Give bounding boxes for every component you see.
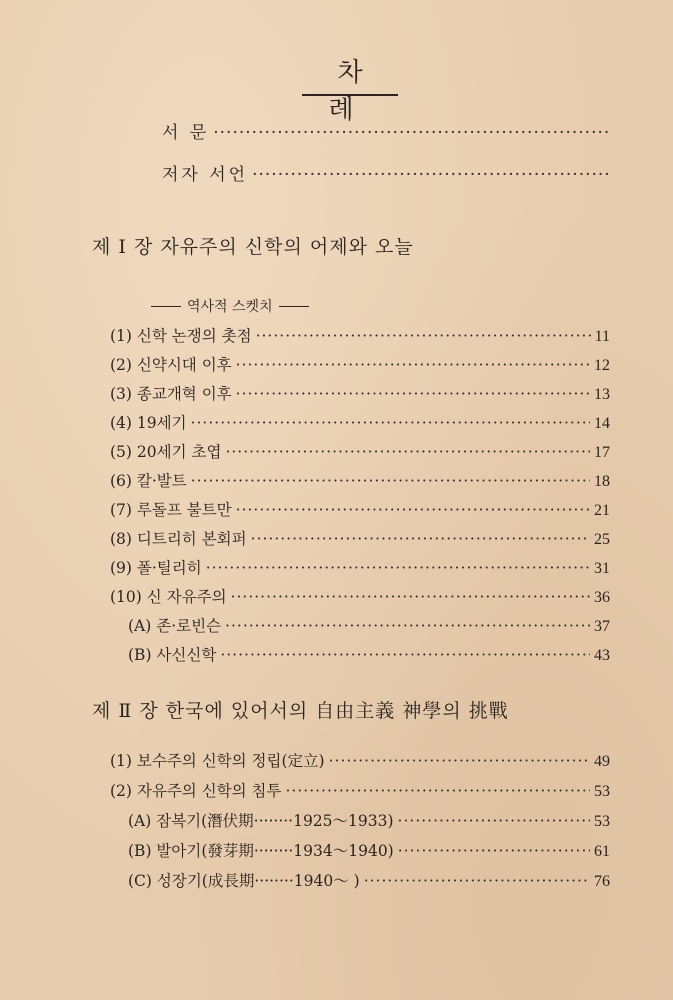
- toc-entry[interactable]: [110, 585, 610, 607]
- leader-dots: [398, 842, 590, 860]
- toc-entry-label: (4) 19세기: [110, 414, 187, 432]
- toc-page-number: 61: [594, 843, 610, 860]
- leader-dots: [191, 414, 590, 432]
- toc-page-number: 31: [594, 560, 610, 577]
- toc-entry[interactable]: [128, 839, 610, 861]
- leader-dots: [213, 123, 608, 143]
- toc-page-number: 11: [594, 328, 610, 345]
- leader-dots: [329, 752, 590, 770]
- toc-entry-label: (1) 신학 논쟁의 촛점: [110, 327, 252, 345]
- toc-entry-label: (6) 칼·발트: [110, 472, 187, 490]
- toc-entry[interactable]: [128, 614, 610, 636]
- toc-entry[interactable]: [110, 440, 610, 462]
- toc-entry[interactable]: [128, 643, 610, 665]
- toc-entry-label: (1) 보수주의 신학의 정립(定立): [110, 752, 325, 770]
- toc-page-number: 21: [594, 502, 610, 519]
- toc-entry-label: 저자 서언: [162, 165, 249, 185]
- toc-entry[interactable]: [110, 382, 610, 404]
- leader-dots: [252, 165, 608, 185]
- leader-dots: [225, 617, 590, 635]
- chapter-subtitle: [145, 296, 315, 316]
- toc-entry[interactable]: [110, 556, 610, 578]
- toc-page-number: 17: [594, 444, 610, 461]
- toc-page-number: 76: [594, 873, 610, 890]
- toc-page-number: 25: [594, 531, 610, 548]
- leader-dots: [251, 530, 590, 548]
- toc-page-number: 53: [594, 783, 610, 800]
- toc-page-number: 13: [594, 386, 610, 403]
- title-underline: [302, 94, 398, 96]
- chapter-heading-2: 제 Ⅱ 장 한국에 있어서의 自由主義 神學의 挑戰: [92, 700, 509, 722]
- toc-entry-label: (5) 20세기 초엽: [110, 443, 222, 461]
- toc-entry[interactable]: [110, 469, 610, 491]
- leader-dots: [286, 782, 591, 800]
- toc-entry[interactable]: [110, 779, 610, 801]
- toc-entry-label: (9) 폴·틸리히: [110, 559, 202, 577]
- leader-dots: [206, 559, 590, 577]
- leader-dots: [256, 327, 591, 345]
- toc-entry[interactable]: [128, 809, 610, 831]
- toc-entry-label: (A) 잠복기(潛伏期········1925～1933): [128, 812, 394, 830]
- toc-page-number: 12: [594, 357, 610, 374]
- leader-dots: [364, 872, 590, 890]
- toc-entry-label: (2) 신약시대 이후: [110, 356, 232, 374]
- toc-entry-label: (3) 종교개혁 이후: [110, 385, 232, 403]
- toc-entry[interactable]: [110, 527, 610, 549]
- leader-dots: [236, 356, 590, 374]
- toc-entry-label: (2) 자유주의 신학의 침투: [110, 782, 282, 800]
- chapter-heading-1: 제 Ⅰ 장 자유주의 신학의 어제와 오늘: [92, 236, 414, 258]
- leader-dots: [236, 501, 590, 519]
- leader-dots: [231, 588, 590, 606]
- toc-entry-label: (B) 발아기(發芽期········1934～1940): [128, 842, 394, 860]
- toc-entry[interactable]: [110, 411, 610, 433]
- toc-entry[interactable]: [110, 353, 610, 375]
- toc-entry[interactable]: [110, 324, 610, 346]
- toc-entry-label: (A) 존·로빈슨: [128, 617, 222, 635]
- toc-page-number: 18: [594, 473, 610, 490]
- toc-entry-preface[interactable]: [162, 118, 612, 143]
- toc-page-number: 14: [594, 415, 610, 432]
- leader-dots: [398, 812, 590, 830]
- chapter-subtitle-text: 역사적 스켓치: [187, 299, 273, 315]
- leader-dots: [225, 443, 590, 461]
- leader-dots: [220, 646, 590, 664]
- toc-entry-label: (8) 디트리히 본회퍼: [110, 530, 247, 548]
- toc-entry[interactable]: [110, 498, 610, 520]
- leader-dots: [236, 385, 590, 403]
- toc-entry-label: (B) 사신신학: [128, 646, 217, 664]
- toc-entry-label: 서 문: [162, 123, 210, 143]
- toc-entry-author-foreword[interactable]: [162, 160, 612, 185]
- dash-right: [279, 306, 309, 307]
- toc-entry[interactable]: [128, 869, 610, 891]
- page-title: 차 례: [328, 58, 381, 125]
- toc-entry-label: (7) 루돌프 불트만: [110, 501, 232, 519]
- toc-page-number: 53: [594, 813, 610, 830]
- toc-page-number: 36: [594, 589, 610, 606]
- toc-page-number: 49: [594, 753, 610, 770]
- toc-entry[interactable]: [110, 749, 610, 771]
- leader-dots: [191, 472, 590, 490]
- dash-left: [151, 306, 181, 307]
- toc-page-number: 37: [594, 618, 610, 635]
- toc-entry-label: (C) 성장기(成長期········1940～ ): [128, 872, 360, 890]
- toc-entry-label: (10) 신 자유주의: [110, 588, 227, 606]
- toc-page-number: 43: [594, 647, 610, 664]
